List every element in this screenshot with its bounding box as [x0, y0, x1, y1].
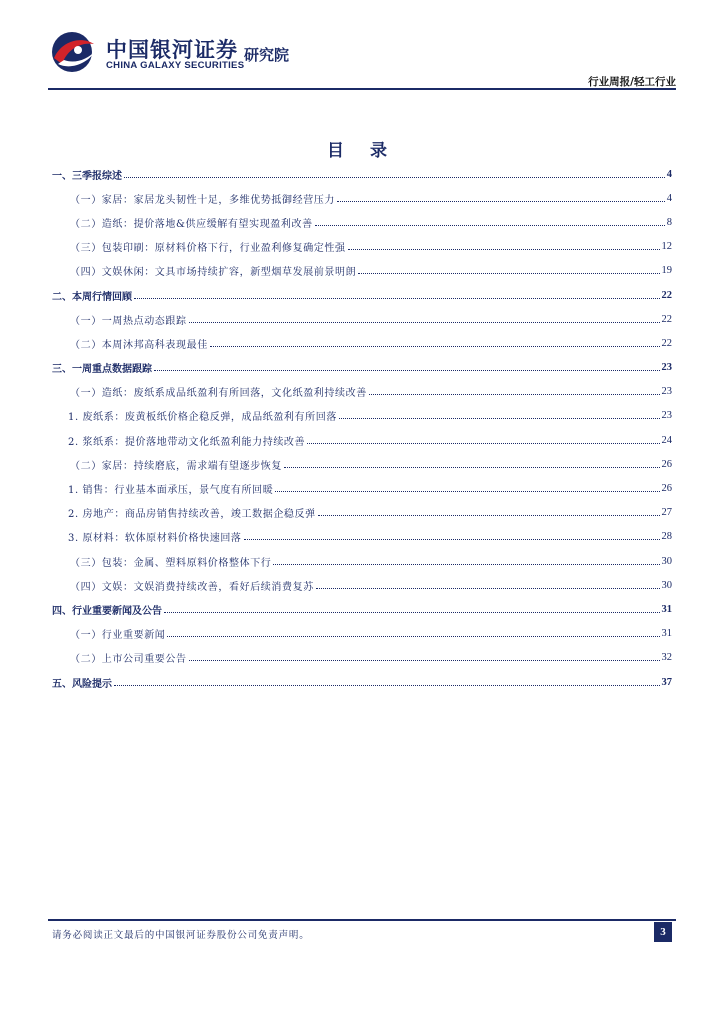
toc-leader-dots [114, 685, 660, 686]
toc-entry-text: （一）造纸：废纸系成品纸盈利有所回落，文化纸盈利持续改善 [70, 388, 367, 400]
toc-leader-dots [244, 539, 660, 540]
page-header [48, 28, 676, 90]
institute-label: 研究院 [244, 46, 290, 64]
toc-entry-page: 26 [661, 483, 672, 495]
toc-entry-text: 2. 浆纸系：提价落地带动文化纸盈利能力持续改善 [68, 436, 306, 448]
toc-leader-dots [167, 636, 659, 637]
toc-entry-text: 二、本周行情回顾 [52, 291, 132, 303]
galaxy-swirl-logo-icon [48, 30, 100, 74]
toc-entry-page: 12 [661, 241, 672, 253]
toc-leader-dots [134, 298, 660, 299]
header-divider [48, 88, 676, 90]
toc-entry-page: 32 [661, 652, 672, 664]
toc-entry-text: （四）文娱休闲：文具市场持续扩容，新型烟草发展前景明朗 [70, 267, 357, 279]
toc-entry[interactable] [52, 622, 672, 646]
toc-leader-dots [316, 588, 660, 589]
toc-entry-text: （一）家居：家居龙头韧性十足，多维优势抵御经营压力 [70, 194, 335, 206]
toc-entry-text: 3. 原材料：软体原材料价格快速回落 [68, 533, 242, 545]
toc-entry-text: 四、行业重要新闻及公告 [52, 605, 162, 617]
toc-leader-dots [124, 177, 665, 178]
toc-entry-text: 一、三季报综述 [52, 170, 122, 182]
toc-entry[interactable] [52, 331, 672, 355]
toc-leader-dots [273, 564, 659, 565]
toc-leader-dots [315, 225, 665, 226]
toc-entry[interactable] [52, 186, 672, 210]
toc-entry-text: （三）包装：金属、塑料原料价格整体下行 [70, 557, 272, 569]
toc-entry-page: 31 [661, 603, 672, 615]
toc-leader-dots [307, 443, 659, 444]
toc-entry-page: 22 [661, 337, 672, 349]
toc-entry[interactable] [52, 549, 672, 573]
toc-entry-page: 24 [661, 434, 672, 446]
toc-leader-dots [210, 346, 660, 347]
toc-leader-dots [369, 394, 660, 395]
toc-entry-text: （四）文娱：文娱消费持续改善，看好后续消费复苏 [70, 581, 314, 593]
toc-entry[interactable] [52, 210, 672, 234]
toc-entry[interactable] [52, 573, 672, 597]
toc-leader-dots [154, 370, 660, 371]
toc-entry-page: 4 [666, 168, 672, 180]
toc-entry-text: 1. 销售：行业基本面承压，景气度有所回暖 [68, 485, 274, 497]
toc-leader-dots [339, 418, 660, 419]
brand-name-en: CHINA GALAXY SECURITIES [106, 60, 245, 71]
toc-entry[interactable] [52, 162, 672, 186]
toc-entry[interactable] [52, 476, 672, 500]
toc-leader-dots [189, 660, 660, 661]
toc-leader-dots [337, 201, 665, 202]
toc-entry[interactable] [52, 428, 672, 452]
brand-name-cn: 中国银河证券 [106, 38, 238, 62]
toc-entry-page: 26 [661, 458, 672, 470]
toc-leader-dots [318, 515, 660, 516]
toc-entry-page: 23 [661, 410, 672, 422]
toc-entry-page: 30 [661, 555, 672, 567]
toc-leader-dots [358, 273, 659, 274]
page-number-badge: 3 [654, 922, 672, 942]
toc-entry-page: 30 [661, 579, 672, 591]
toc-entry-page: 19 [661, 265, 672, 277]
toc-leader-dots [348, 249, 660, 250]
toc-entry-text: 1. 废纸系：废黄板纸价格企稳反弹，成品纸盈利有所回落 [68, 412, 337, 424]
toc-entry[interactable] [52, 356, 672, 380]
table-of-contents [52, 162, 672, 694]
toc-entry-text: （一）一周热点动态跟踪 [70, 315, 187, 327]
toc-entry[interactable] [52, 404, 672, 428]
toc-entry-page: 22 [661, 289, 672, 301]
toc-entry-text: （三）包装印刷：原材料价格下行，行业盈利修复确定性强 [70, 243, 346, 255]
toc-entry-text: （二）造纸：提价落地&供应缓解有望实现盈利改善 [70, 218, 313, 230]
toc-entry-text: （二）上市公司重要公告 [70, 654, 187, 666]
toc-entry[interactable] [52, 235, 672, 259]
toc-entry[interactable] [52, 380, 672, 404]
toc-leader-dots [189, 322, 660, 323]
toc-entry[interactable] [52, 283, 672, 307]
toc-entry[interactable] [52, 307, 672, 331]
footer-divider [48, 919, 676, 921]
toc-entry-page: 31 [661, 628, 672, 640]
toc-entry-text: 三、一周重点数据跟踪 [52, 364, 152, 376]
toc-entry[interactable] [52, 670, 672, 694]
toc-entry-page: 37 [661, 676, 672, 688]
toc-entry[interactable] [52, 452, 672, 476]
toc-entry[interactable] [52, 259, 672, 283]
toc-entry[interactable] [52, 646, 672, 670]
toc-entry[interactable] [52, 525, 672, 549]
toc-entry-page: 8 [666, 216, 672, 228]
toc-entry[interactable] [52, 597, 672, 621]
toc-entry-text: （一）行业重要新闻 [70, 630, 166, 642]
toc-entry-text: （二）家居：持续磨底，需求端有望逐步恢复 [70, 460, 282, 472]
toc-entry-page: 28 [661, 531, 672, 543]
toc-entry-page: 23 [661, 362, 672, 374]
toc-leader-dots [164, 612, 660, 613]
toc-entry-page: 23 [661, 386, 672, 398]
toc-entry-page: 4 [666, 192, 672, 204]
toc-entry-page: 22 [661, 313, 672, 325]
toc-entry-text: 2. 房地产：商品房销售持续改善，竣工数据企稳反弹 [68, 509, 316, 521]
toc-leader-dots [275, 491, 659, 492]
toc-entry[interactable] [52, 501, 672, 525]
report-type-label: 行业周报/轻工行业 [588, 76, 676, 88]
toc-entry-text: 五、风险提示 [52, 678, 112, 690]
toc-entry-page: 27 [661, 507, 672, 519]
toc-entry-text: （二）本周沐邦高科表现最佳 [70, 339, 208, 351]
toc-leader-dots [284, 467, 660, 468]
toc-title: 目 录 [327, 141, 397, 161]
footer-disclaimer: 请务必阅读正文最后的中国银河证券股份公司免责声明。 [52, 930, 310, 941]
